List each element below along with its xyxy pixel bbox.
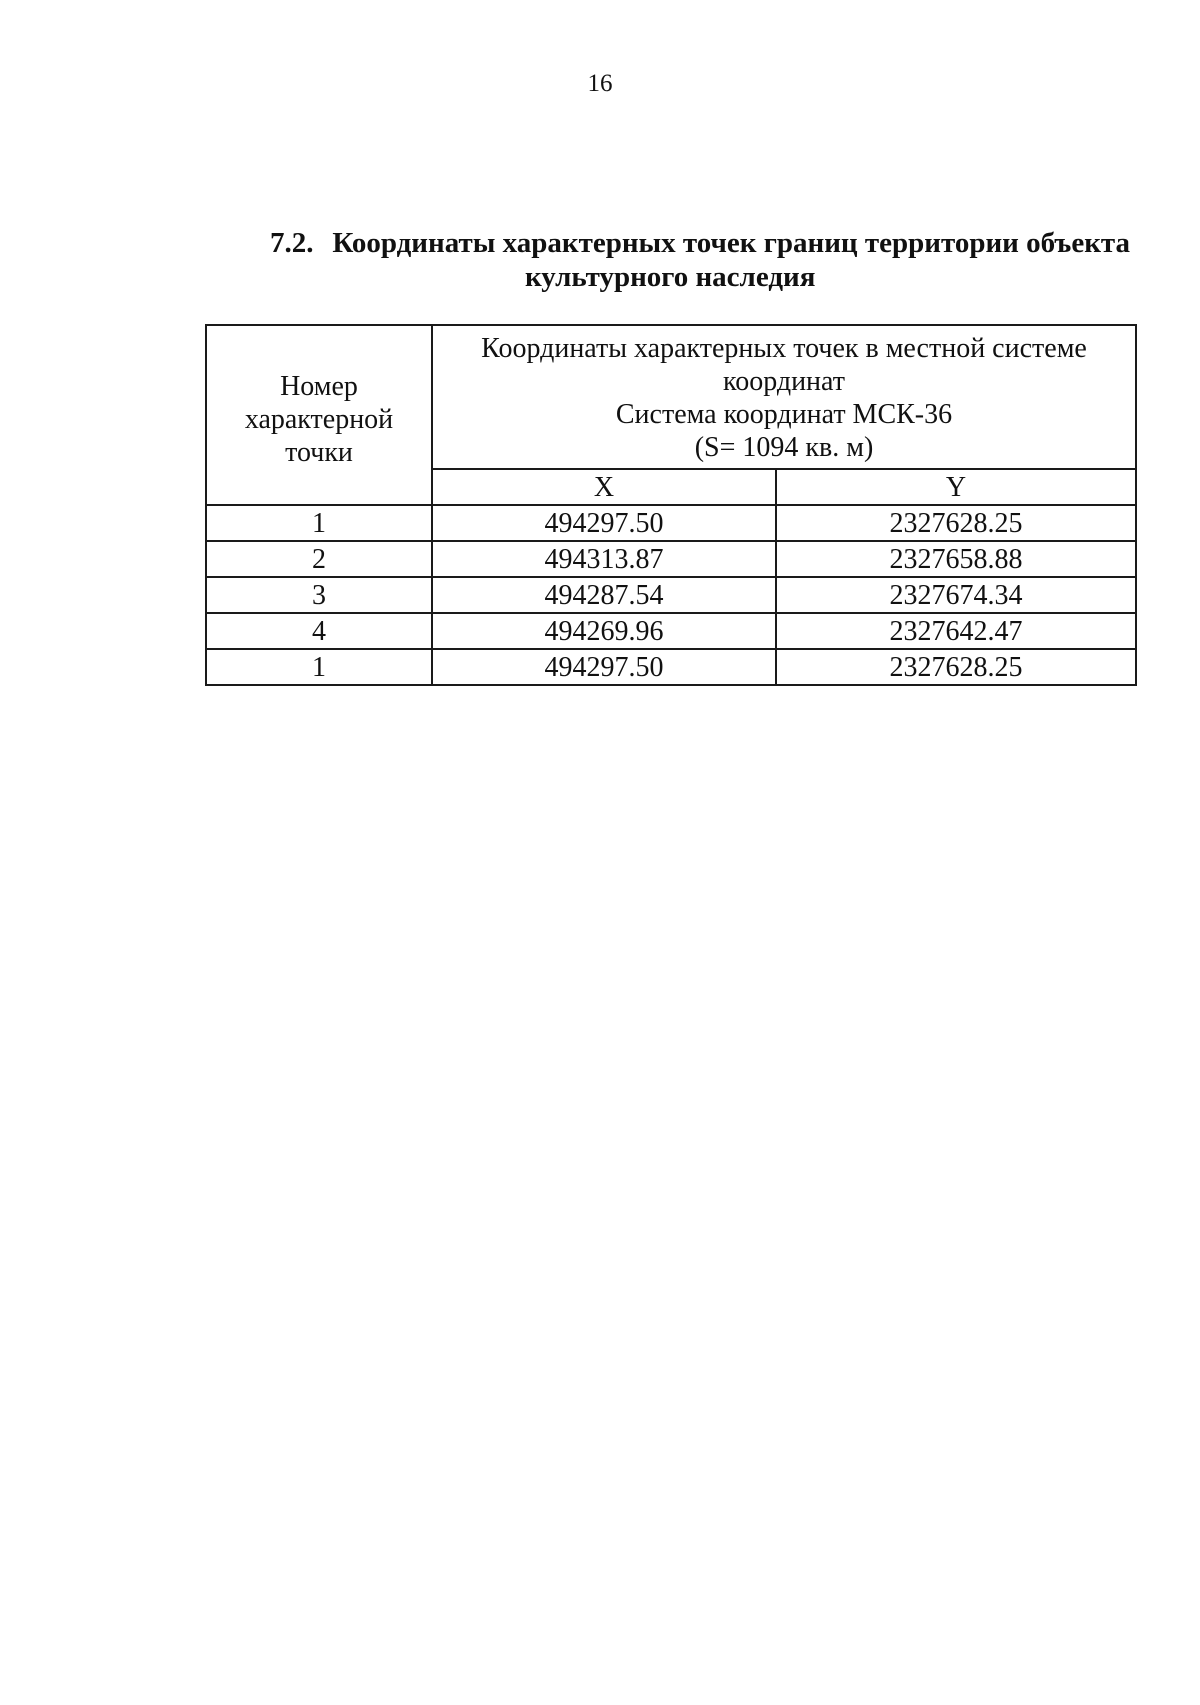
y-cell: 2327658.88 — [776, 541, 1136, 577]
table-header-row — [206, 325, 1136, 469]
page-number: 16 — [587, 70, 613, 97]
section-number: 7.2. — [270, 227, 314, 259]
point-cell: 2 — [206, 541, 432, 577]
x-cell: 494287.54 — [432, 577, 776, 613]
section-heading — [270, 226, 1130, 294]
axis-x-header: X — [432, 469, 776, 505]
section-title-line2: культурного наследия — [525, 261, 816, 293]
point-header-line: Номер — [280, 370, 358, 402]
y-cell: 2327642.47 — [776, 613, 1136, 649]
coordinates-header — [432, 325, 1136, 469]
coords-header-line: Координаты характерных точек в местной системе — [481, 333, 1087, 364]
axis-y-header: Y — [776, 469, 1136, 505]
point-number-header — [206, 325, 432, 505]
coords-header-line: координат — [723, 366, 845, 397]
y-cell: 2327628.25 — [776, 649, 1136, 685]
table-row — [206, 577, 1136, 613]
coordinates-table — [205, 324, 1137, 686]
x-cell: 494297.50 — [432, 505, 776, 541]
point-header-line: характерной — [244, 403, 394, 435]
x-cell: 494297.50 — [432, 649, 776, 685]
x-cell: 494269.96 — [432, 613, 776, 649]
section-heading-line1 — [270, 226, 1130, 260]
point-cell: 1 — [206, 505, 432, 541]
table-row — [206, 613, 1136, 649]
y-cell: 2327628.25 — [776, 505, 1136, 541]
coords-header-line: Система координат МСК-36 — [615, 399, 953, 430]
table-row — [206, 505, 1136, 541]
point-cell: 4 — [206, 613, 432, 649]
point-header-line: точки — [285, 436, 353, 468]
point-cell: 3 — [206, 577, 432, 613]
coords-header-line: (S= 1094 кв. м) — [694, 432, 874, 463]
x-cell: 494313.87 — [432, 541, 776, 577]
table-row — [206, 541, 1136, 577]
point-cell: 1 — [206, 649, 432, 685]
section-title-line1: Координаты характерных точек границ территории объекта — [332, 227, 1130, 259]
table-row — [206, 649, 1136, 685]
y-cell: 2327674.34 — [776, 577, 1136, 613]
